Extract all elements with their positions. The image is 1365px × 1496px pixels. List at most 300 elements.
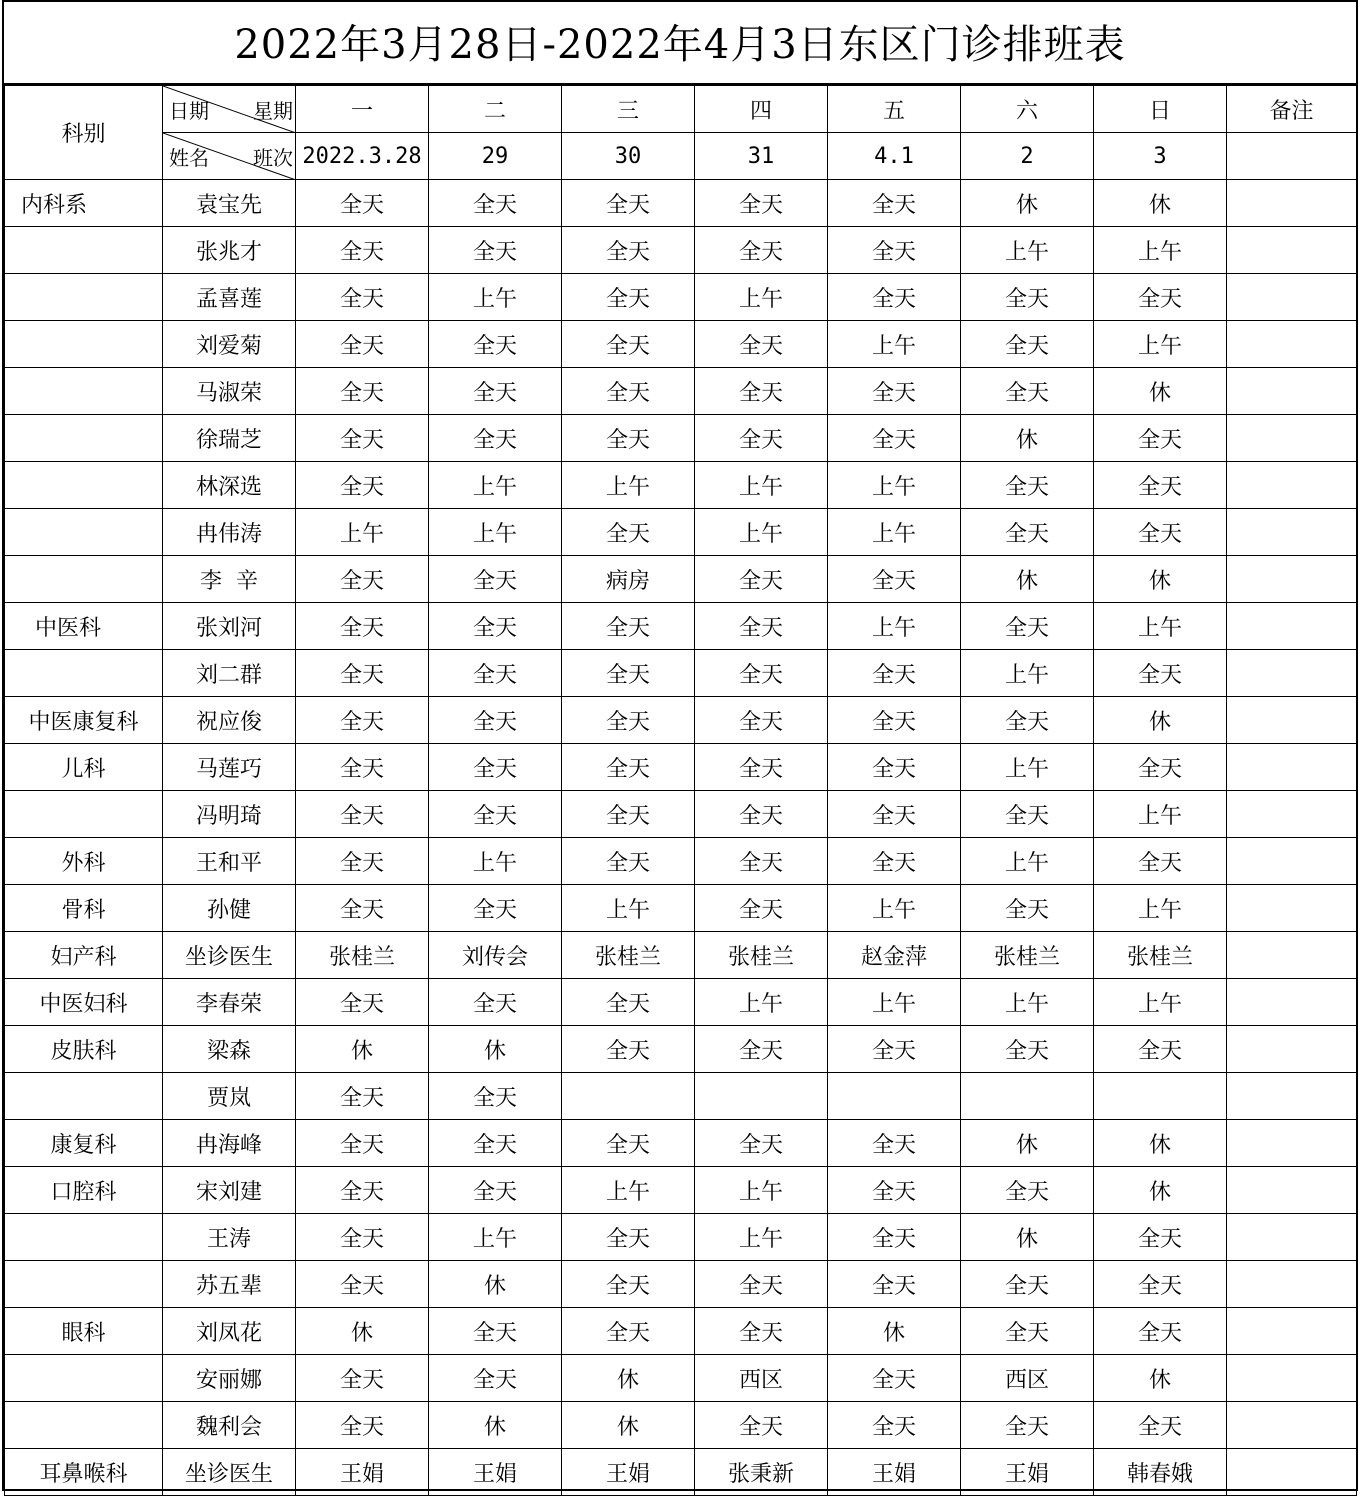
shift-cell: 全天 [296,697,429,744]
shift-cell: 上午 [961,744,1094,791]
name-cell: 安丽娜 [163,1355,296,1402]
table-row [5,650,1357,697]
shift-cell: 全天 [1094,1308,1227,1355]
shift-cell: 全天 [296,1261,429,1308]
table-row [5,368,1357,415]
shift-cell: 全天 [828,556,961,603]
shift-cell: 全天 [429,1120,562,1167]
dept-header: 科别 [5,86,163,180]
shift-cell: 全天 [828,227,961,274]
dept-cell [5,227,163,274]
shift-cell: 全天 [296,368,429,415]
shift-cell: 张桂兰 [1094,932,1227,979]
corner-weekday-label: 星期 [253,99,293,123]
table-row [5,1308,1357,1355]
shift-cell: 上午 [961,979,1094,1026]
shift-cell: 上午 [695,462,828,509]
notes-cell [1227,180,1357,227]
shift-cell: 全天 [695,744,828,791]
dept-cell: 皮肤科 [5,1026,163,1073]
dept-cell: 外科 [5,838,163,885]
shift-cell: 全天 [562,791,695,838]
table-row [5,1167,1357,1214]
dept-cell [5,1261,163,1308]
notes-cell [1227,415,1357,462]
shift-cell: 上午 [828,462,961,509]
dept-cell: 中医科 [5,603,163,650]
date-header: 4.1 [828,133,961,180]
dept-cell: 妇产科 [5,932,163,979]
shift-cell: 全天 [562,697,695,744]
date-header: 2 [961,133,1094,180]
weekday-header: 一 [296,86,429,133]
shift-cell: 全天 [961,1167,1094,1214]
notes-cell [1227,697,1357,744]
shift-cell: 全天 [429,1308,562,1355]
dept-cell: 耳鼻喉科 [5,1449,163,1496]
dept-cell: 儿科 [5,744,163,791]
notes-cell [1227,368,1357,415]
shift-cell: 全天 [296,1073,429,1120]
shift-cell: 全天 [1094,650,1227,697]
shift-cell: 全天 [1094,1261,1227,1308]
shift-cell: 全天 [429,1167,562,1214]
notes-cell [1227,932,1357,979]
notes-cell [1227,133,1357,180]
shift-cell: 上午 [828,979,961,1026]
shift-cell: 上午 [1094,885,1227,932]
shift-cell: 全天 [828,838,961,885]
table-row [5,227,1357,274]
shift-cell: 全天 [296,1120,429,1167]
shift-cell: 休 [961,415,1094,462]
shift-cell: 全天 [562,1120,695,1167]
shift-cell: 全天 [695,1120,828,1167]
shift-cell: 全天 [562,180,695,227]
shift-cell: 全天 [828,180,961,227]
shift-cell: 全天 [296,1402,429,1449]
name-cell: 祝应俊 [163,697,296,744]
shift-cell: 全天 [296,1167,429,1214]
shift-cell: 全天 [828,1355,961,1402]
shift-cell: 全天 [828,415,961,462]
shift-cell: 全天 [296,415,429,462]
name-cell: 刘凤花 [163,1308,296,1355]
shift-cell: 全天 [562,1261,695,1308]
name-cell: 冉伟涛 [163,509,296,556]
date-header: 29 [429,133,562,180]
shift-cell: 全天 [429,885,562,932]
table-row [5,462,1357,509]
shift-cell: 全天 [429,368,562,415]
shift-cell: 刘传会 [429,932,562,979]
shift-cell: 全天 [296,227,429,274]
shift-cell: 全天 [562,650,695,697]
shift-cell: 全天 [961,462,1094,509]
notes-cell [1227,1261,1357,1308]
shift-cell: 休 [296,1026,429,1073]
shift-cell: 全天 [1094,274,1227,321]
table-row [5,697,1357,744]
shift-cell: 全天 [828,650,961,697]
dept-cell [5,791,163,838]
shift-cell: 上午 [429,274,562,321]
shift-cell: 全天 [695,368,828,415]
shift-cell: 全天 [429,1073,562,1120]
shift-cell: 休 [1094,556,1227,603]
shift-cell: 全天 [296,462,429,509]
header-row-dates [5,133,1357,180]
notes-cell [1227,1167,1357,1214]
date-header: 30 [562,133,695,180]
table-row [5,1402,1357,1449]
shift-cell: 上午 [695,979,828,1026]
table-row [5,509,1357,556]
shift-cell: 西区 [695,1355,828,1402]
shift-cell: 上午 [828,321,961,368]
name-cell: 王和平 [163,838,296,885]
notes-cell [1227,650,1357,697]
notes-cell [1227,1073,1357,1120]
shift-cell: 上午 [828,885,961,932]
date-header: 2022.3.28 [296,133,429,180]
shift-cell: 休 [1094,1167,1227,1214]
name-cell: 梁森 [163,1026,296,1073]
shift-cell: 王娟 [828,1449,961,1496]
shift-cell: 全天 [429,791,562,838]
notes-header: 备注 [1227,86,1357,133]
shift-cell: 全天 [961,1261,1094,1308]
shift-cell [961,1073,1094,1120]
roster-table [4,85,1357,1496]
shift-cell: 病房 [562,556,695,603]
notes-cell [1227,1026,1357,1073]
shift-cell: 全天 [562,227,695,274]
shift-cell: 赵金萍 [828,932,961,979]
shift-cell: 全天 [961,1402,1094,1449]
notes-cell [1227,1214,1357,1261]
notes-cell [1227,1355,1357,1402]
weekday-header: 日 [1094,86,1227,133]
shift-cell: 休 [1094,1120,1227,1167]
weekday-header: 二 [429,86,562,133]
shift-cell [695,1073,828,1120]
shift-cell: 全天 [828,1402,961,1449]
dept-cell: 中医妇科 [5,979,163,1026]
weekday-header: 五 [828,86,961,133]
dept-cell [5,1402,163,1449]
table-row [5,979,1357,1026]
table-row [5,603,1357,650]
table-row [5,1073,1357,1120]
shift-cell: 全天 [1094,1214,1227,1261]
shift-cell [562,1073,695,1120]
shift-cell: 全天 [1094,1026,1227,1073]
corner-shift-label: 班次 [253,146,293,170]
dept-cell [5,1073,163,1120]
name-cell: 王涛 [163,1214,296,1261]
shift-cell: 全天 [828,1120,961,1167]
shift-cell: 全天 [562,1026,695,1073]
dept-cell: 口腔科 [5,1167,163,1214]
shift-cell: 全天 [296,885,429,932]
name-cell: 张兆才 [163,227,296,274]
shift-cell: 全天 [695,885,828,932]
table-row [5,321,1357,368]
shift-cell: 上午 [695,509,828,556]
shift-cell: 全天 [961,321,1094,368]
shift-cell: 休 [1094,697,1227,744]
shift-cell: 全天 [429,556,562,603]
shift-cell: 全天 [562,603,695,650]
shift-cell: 全天 [429,180,562,227]
shift-cell: 全天 [296,1355,429,1402]
shift-cell: 全天 [296,180,429,227]
shift-cell: 全天 [695,650,828,697]
shift-cell: 休 [1094,180,1227,227]
shift-cell: 全天 [695,321,828,368]
shift-cell: 全天 [429,603,562,650]
shift-cell: 全天 [562,368,695,415]
shift-cell: 全天 [296,979,429,1026]
table-row [5,415,1357,462]
table-row [5,274,1357,321]
shift-cell: 全天 [296,1214,429,1261]
name-cell: 马莲巧 [163,744,296,791]
dept-cell [5,274,163,321]
shift-cell: 休 [296,1308,429,1355]
notes-cell [1227,838,1357,885]
shift-cell: 上午 [961,650,1094,697]
shift-cell [1094,1073,1227,1120]
shift-cell: 上午 [695,274,828,321]
shift-cell: 全天 [429,1355,562,1402]
shift-cell [828,1073,961,1120]
shift-cell: 全天 [429,979,562,1026]
shift-cell: 全天 [695,697,828,744]
shift-cell: 休 [562,1355,695,1402]
name-cell: 冉海峰 [163,1120,296,1167]
shift-cell: 休 [961,180,1094,227]
table-row [5,885,1357,932]
name-cell: 贾岚 [163,1073,296,1120]
shift-cell: 全天 [828,1167,961,1214]
notes-cell [1227,556,1357,603]
dept-cell [5,1355,163,1402]
dept-cell [5,509,163,556]
name-cell: 李 辛 [163,556,296,603]
table-row [5,180,1357,227]
shift-cell: 上午 [828,509,961,556]
shift-cell: 全天 [296,791,429,838]
table-row [5,556,1357,603]
shift-cell: 休 [961,556,1094,603]
shift-cell: 全天 [961,697,1094,744]
shift-cell: 全天 [961,274,1094,321]
weekday-header: 三 [562,86,695,133]
name-cell: 刘爱菊 [163,321,296,368]
shift-cell: 休 [429,1402,562,1449]
header-row-weekdays [5,86,1357,133]
shift-cell: 全天 [429,415,562,462]
table-row [5,838,1357,885]
shift-cell: 西区 [961,1355,1094,1402]
date-header: 31 [695,133,828,180]
corner-cell-top [163,86,296,133]
name-cell: 张刘河 [163,603,296,650]
shift-cell: 全天 [695,1402,828,1449]
shift-cell: 全天 [828,1214,961,1261]
shift-cell: 休 [429,1261,562,1308]
date-header: 3 [1094,133,1227,180]
shift-cell: 全天 [296,321,429,368]
table-row [5,1355,1357,1402]
shift-cell: 全天 [429,697,562,744]
shift-cell: 全天 [695,1261,828,1308]
shift-cell: 全天 [1094,838,1227,885]
shift-cell: 全天 [828,274,961,321]
shift-cell: 张秉新 [695,1449,828,1496]
shift-cell: 全天 [695,603,828,650]
shift-cell: 全天 [695,556,828,603]
shift-cell: 全天 [429,227,562,274]
shift-cell: 上午 [1094,791,1227,838]
shift-cell: 张桂兰 [562,932,695,979]
shift-cell: 休 [1094,1355,1227,1402]
shift-cell: 全天 [1094,1402,1227,1449]
shift-cell: 全天 [828,697,961,744]
notes-cell [1227,462,1357,509]
shift-cell: 全天 [562,274,695,321]
shift-cell: 全天 [562,744,695,791]
shift-cell: 上午 [562,1167,695,1214]
shift-cell: 全天 [695,1026,828,1073]
notes-cell [1227,321,1357,368]
shift-cell: 全天 [828,1026,961,1073]
shift-cell: 全天 [562,509,695,556]
name-cell: 李春荣 [163,979,296,1026]
shift-cell: 全天 [296,603,429,650]
name-cell: 孙健 [163,885,296,932]
shift-cell: 上午 [429,462,562,509]
name-cell: 刘二群 [163,650,296,697]
shift-cell: 全天 [695,838,828,885]
table-row [5,1449,1357,1496]
shift-cell: 王娟 [296,1449,429,1496]
shift-cell: 上午 [695,1214,828,1261]
shift-cell: 上午 [562,885,695,932]
weekday-header: 四 [695,86,828,133]
shift-cell: 全天 [961,1026,1094,1073]
shift-cell: 上午 [961,227,1094,274]
table-row [5,1261,1357,1308]
shift-cell: 休 [1094,368,1227,415]
notes-cell [1227,227,1357,274]
shift-cell: 张桂兰 [296,932,429,979]
shift-cell: 全天 [695,791,828,838]
shift-cell: 全天 [562,979,695,1026]
shift-cell: 全天 [296,744,429,791]
dept-cell: 内科系 [5,180,163,227]
dept-cell: 中医康复科 [5,697,163,744]
shift-cell: 上午 [1094,603,1227,650]
notes-cell [1227,791,1357,838]
shift-cell: 全天 [562,1308,695,1355]
shift-cell: 王娟 [429,1449,562,1496]
shift-cell: 全天 [296,274,429,321]
notes-cell [1227,979,1357,1026]
page-title: 2022年3月28日-2022年4月3日东区门诊排班表 [4,2,1356,85]
name-cell: 林深选 [163,462,296,509]
shift-cell: 上午 [296,509,429,556]
table-row [5,1214,1357,1261]
corner-name-label: 姓名 [169,146,209,170]
table-row [5,932,1357,979]
name-cell: 冯明琦 [163,791,296,838]
shift-cell: 全天 [562,415,695,462]
shift-cell: 上午 [695,1167,828,1214]
shift-cell: 全天 [961,368,1094,415]
shift-cell: 全天 [429,650,562,697]
table-row [5,744,1357,791]
shift-cell: 上午 [429,838,562,885]
shift-cell: 全天 [695,1308,828,1355]
dept-cell: 眼科 [5,1308,163,1355]
shift-cell: 全天 [695,415,828,462]
name-cell: 苏五辈 [163,1261,296,1308]
shift-cell: 休 [429,1026,562,1073]
dept-cell [5,368,163,415]
dept-cell: 康复科 [5,1120,163,1167]
shift-cell: 全天 [961,1308,1094,1355]
dept-cell [5,462,163,509]
shift-cell: 全天 [562,321,695,368]
shift-cell: 全天 [961,791,1094,838]
notes-cell [1227,603,1357,650]
shift-cell: 全天 [562,1214,695,1261]
shift-cell: 全天 [828,791,961,838]
shift-cell: 王娟 [562,1449,695,1496]
shift-cell: 上午 [562,462,695,509]
dept-cell: 骨科 [5,885,163,932]
weekday-header: 六 [961,86,1094,133]
shift-cell: 全天 [695,227,828,274]
shift-cell: 休 [828,1308,961,1355]
shift-cell: 全天 [296,650,429,697]
shift-cell: 张桂兰 [695,932,828,979]
shift-cell: 全天 [695,180,828,227]
dept-cell [5,321,163,368]
notes-cell [1227,509,1357,556]
shift-cell: 全天 [1094,744,1227,791]
notes-cell [1227,1308,1357,1355]
shift-cell: 全天 [828,1261,961,1308]
shift-cell: 全天 [1094,509,1227,556]
name-cell: 魏利会 [163,1402,296,1449]
shift-cell: 韩春娥 [1094,1449,1227,1496]
name-cell: 坐诊医生 [163,932,296,979]
table-row [5,1026,1357,1073]
name-cell: 坐诊医生 [163,1449,296,1496]
notes-cell [1227,1402,1357,1449]
shift-cell: 全天 [1094,462,1227,509]
shift-cell: 休 [562,1402,695,1449]
shift-cell: 上午 [429,1214,562,1261]
corner-date-label: 日期 [169,99,209,123]
dept-cell [5,556,163,603]
shift-cell: 王娟 [961,1449,1094,1496]
shift-cell: 上午 [828,603,961,650]
